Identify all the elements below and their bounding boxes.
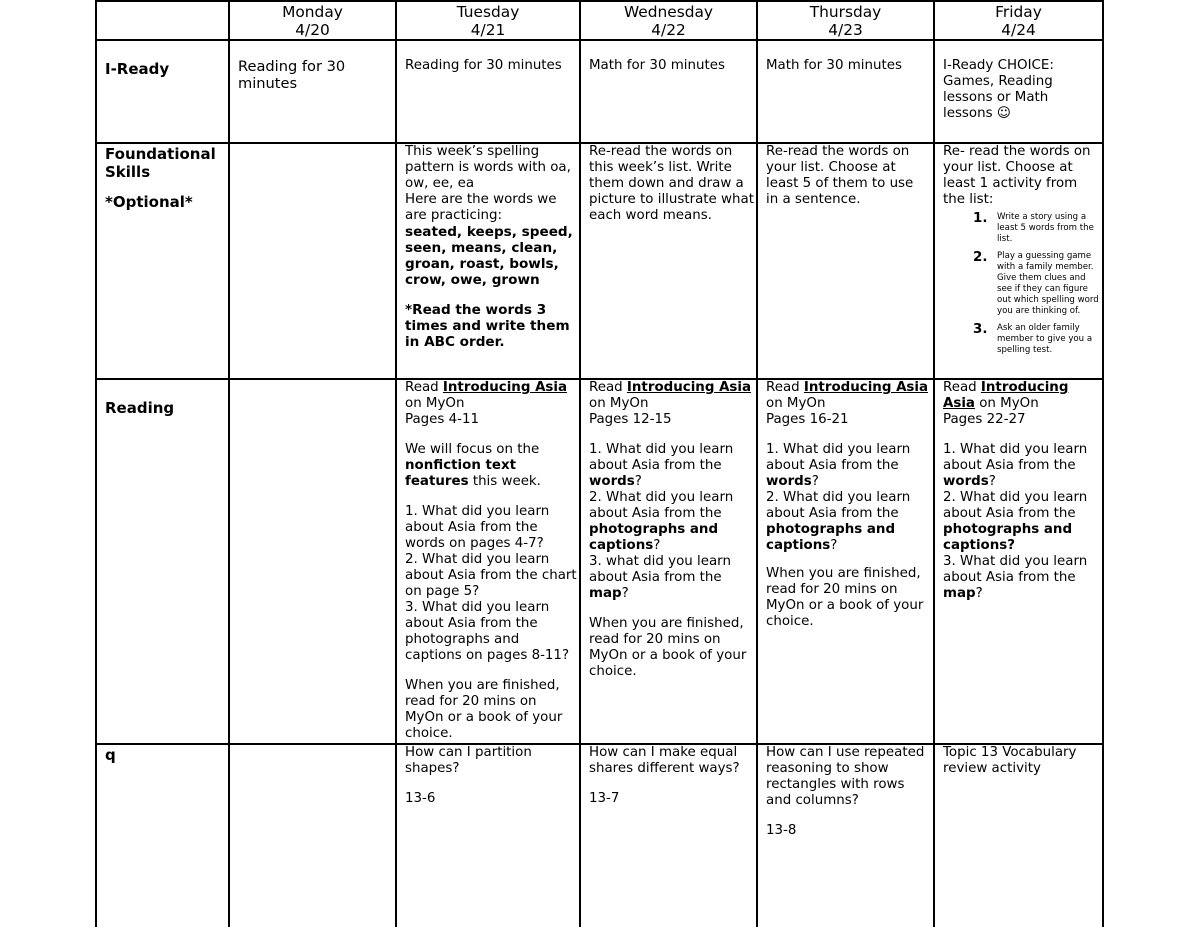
foundational-thursday: Re-read the words on your list. Choose at least 5 of them to use in a sentence. [766, 144, 914, 207]
day-date: 4/20 [295, 21, 330, 39]
focus-note [405, 442, 577, 490]
math-question: How can I use repeated reasoning to show rectangles with rows and columns? [766, 745, 925, 808]
day-name: Tuesday [456, 3, 520, 21]
q-pre: 2. What did you learn about Asia from the [943, 490, 1088, 521]
platform: on MyOn [979, 396, 1039, 411]
q-bold: words [589, 474, 635, 489]
platform: on MyOn [589, 396, 649, 411]
reading-wednesday [589, 380, 754, 680]
spelling-task: *Read the words 3 times and write them in ABC order. [405, 302, 570, 350]
question-1 [766, 442, 931, 490]
platform: on MyOn [766, 396, 826, 411]
header-tuesday [397, 3, 579, 39]
q-bold: photographs and captions [943, 522, 1073, 553]
reading-thursday [766, 380, 931, 630]
math-tuesday [405, 745, 555, 807]
q-pre: 3. What did you learn about Asia from the [943, 554, 1088, 585]
grid-line [96, 0, 1104, 2]
activity-list [943, 212, 1100, 356]
finish-note: When you are finished, read for 20 mins on MyOn or a book of your choice. [766, 566, 924, 629]
pages: Pages 16-21 [766, 412, 849, 427]
grid-line [579, 0, 581, 927]
list-item [943, 212, 1100, 245]
foundational-wednesday: Re-read the words on this week’s list. Write them down and draw a picture to illustrate what each word means. [589, 144, 754, 223]
question-1: 1. What did you learn about Asia from the words on pages 4-7? [405, 504, 550, 551]
q-pre: 1. What did you learn about Asia from the [589, 442, 734, 473]
math-question: How can I make equal shares different ways? [589, 745, 740, 776]
spelling-intro: Here are the words we are practicing: [405, 192, 557, 223]
row-label-reading: Reading [105, 399, 175, 417]
q-mark: ? [1007, 538, 1016, 553]
q-mark: ? [830, 538, 838, 553]
iready-tuesday: Reading for 30 minutes [405, 58, 562, 73]
q-bold: photographs and captions [766, 522, 896, 553]
item-text: Write a story using a least 5 words from the list. [997, 212, 1094, 244]
platform: on MyOn [405, 396, 465, 411]
row-label-foundational [105, 145, 225, 211]
day-name: Monday [282, 3, 343, 21]
row-label-math: q [105, 746, 116, 764]
book-title: Introducing Asia [626, 380, 752, 395]
read-word: Read [589, 380, 623, 395]
iready-thursday: Math for 30 minutes [766, 58, 902, 73]
list-item [943, 323, 1100, 356]
reading-friday [943, 380, 1100, 602]
day-date: 4/23 [828, 21, 863, 39]
foundational-friday [943, 144, 1100, 377]
q-mark: ? [988, 474, 996, 489]
book-title: Introducing Asia [442, 380, 568, 395]
question-1 [589, 442, 754, 490]
reading-assignment [589, 380, 754, 412]
question-2: 2. What did you learn about Asia from the chart on page 5? [405, 552, 577, 599]
question-2 [766, 490, 931, 554]
q-pre: 3. what did you learn about Asia from the [589, 554, 731, 585]
question-3: 3. What did you learn about Asia from the photographs and captions on pages 8-11? [405, 600, 570, 663]
iready-friday: I-Ready CHOICE: Games, Reading lessons or Math lessons ☺ [943, 58, 1054, 121]
q-bold: words [766, 474, 812, 489]
read-word: Read [766, 380, 800, 395]
optional-note: *Optional* [105, 193, 193, 211]
iready-monday: Reading for 30 minutes [238, 58, 346, 92]
q-bold: map [589, 586, 622, 601]
lesson-number: 13-8 [766, 823, 797, 838]
item-text: Play a guessing game with a family member. Give them clues and see if they can figure out which spelling word you are thinking of. [997, 251, 1099, 316]
math-wednesday [589, 745, 749, 807]
book-title: Introducing Asia [803, 380, 929, 395]
grid-line [395, 0, 397, 927]
item-number: 2. [973, 250, 988, 265]
item-text: Ask an older family member to give you a spelling test. [997, 323, 1093, 355]
day-name: Wednesday [623, 3, 714, 21]
read-word: Read [943, 380, 977, 395]
question-3 [589, 554, 754, 602]
q-mark: ? [653, 538, 661, 553]
q-mark: ? [634, 474, 642, 489]
header-monday [230, 3, 395, 39]
focus-pre: We will focus on the [405, 442, 540, 457]
q-mark: ? [811, 474, 819, 489]
question-2 [943, 490, 1100, 554]
q-pre: 2. What did you learn about Asia from the [589, 490, 734, 521]
q-bold: photographs and captions [589, 522, 719, 553]
q-pre: 2. What did you learn about Asia from the [766, 490, 911, 521]
day-date: 4/22 [651, 21, 686, 39]
lesson-number: 13-7 [589, 791, 620, 806]
q-mark: ? [621, 586, 629, 601]
item-number: 1. [973, 211, 988, 226]
question-2 [589, 490, 754, 554]
foundational-tuesday [405, 144, 575, 350]
math-question: How can I partition shapes? [405, 745, 532, 776]
header-thursday [758, 3, 933, 39]
day-name: Friday [995, 3, 1042, 21]
question-1 [943, 442, 1100, 490]
grid-line [96, 39, 1104, 41]
reading-assignment [943, 380, 1100, 412]
math-thursday [766, 745, 926, 839]
activity-intro: Re- read the words on your list. Choose at least 1 activity from the list: [943, 144, 1091, 207]
grid-line [95, 0, 97, 927]
spelling-pattern: This week’s spelling pattern is words with oa, ow, ee, ea [405, 144, 571, 191]
grid-line [756, 0, 758, 927]
finish-note: When you are finished, read for 20 mins on MyOn or a book of your choice. [405, 678, 563, 741]
day-name: Thursday [809, 3, 882, 21]
q-mark: ? [975, 586, 983, 601]
foundational-label: Foundational Skills [105, 145, 216, 181]
finish-note: When you are finished, read for 20 mins on MyOn or a book of your choice. [589, 616, 747, 679]
list-item [943, 251, 1100, 317]
day-date: 4/24 [1001, 21, 1036, 39]
read-word: Read [405, 380, 439, 395]
grid-line [933, 0, 935, 927]
book-title: Introducing Asia [943, 380, 1069, 411]
q-pre: 1. What did you learn about Asia from the [943, 442, 1088, 473]
q-bold: words [943, 474, 989, 489]
pages: Pages 12-15 [589, 412, 672, 427]
spelling-words: seated, keeps, speed, seen, means, clean, groan, roast, bowls, crow, owe, grown [405, 224, 573, 288]
focus-post: this week. [472, 474, 541, 489]
item-number: 3. [973, 322, 988, 337]
reading-tuesday [405, 380, 577, 742]
iready-wednesday: Math for 30 minutes [589, 58, 725, 73]
question-3 [943, 554, 1100, 602]
header-friday [935, 3, 1102, 39]
row-label-iready: I-Ready [105, 60, 170, 78]
header-wednesday [581, 3, 756, 39]
grid-line [228, 0, 230, 927]
reading-assignment [405, 380, 577, 396]
math-friday: Topic 13 Vocabulary review activity [943, 745, 1077, 776]
reading-assignment [766, 380, 931, 412]
q-bold: map [943, 586, 976, 601]
focus-bold: nonfiction text features [405, 458, 517, 489]
q-pre: 1. What did you learn about Asia from the [766, 442, 911, 473]
pages: Pages 4-11 [405, 412, 480, 427]
lesson-number: 13-6 [405, 791, 436, 806]
grid-line [1102, 0, 1104, 927]
day-date: 4/21 [470, 21, 506, 39]
pages: Pages 22-27 [943, 412, 1026, 427]
